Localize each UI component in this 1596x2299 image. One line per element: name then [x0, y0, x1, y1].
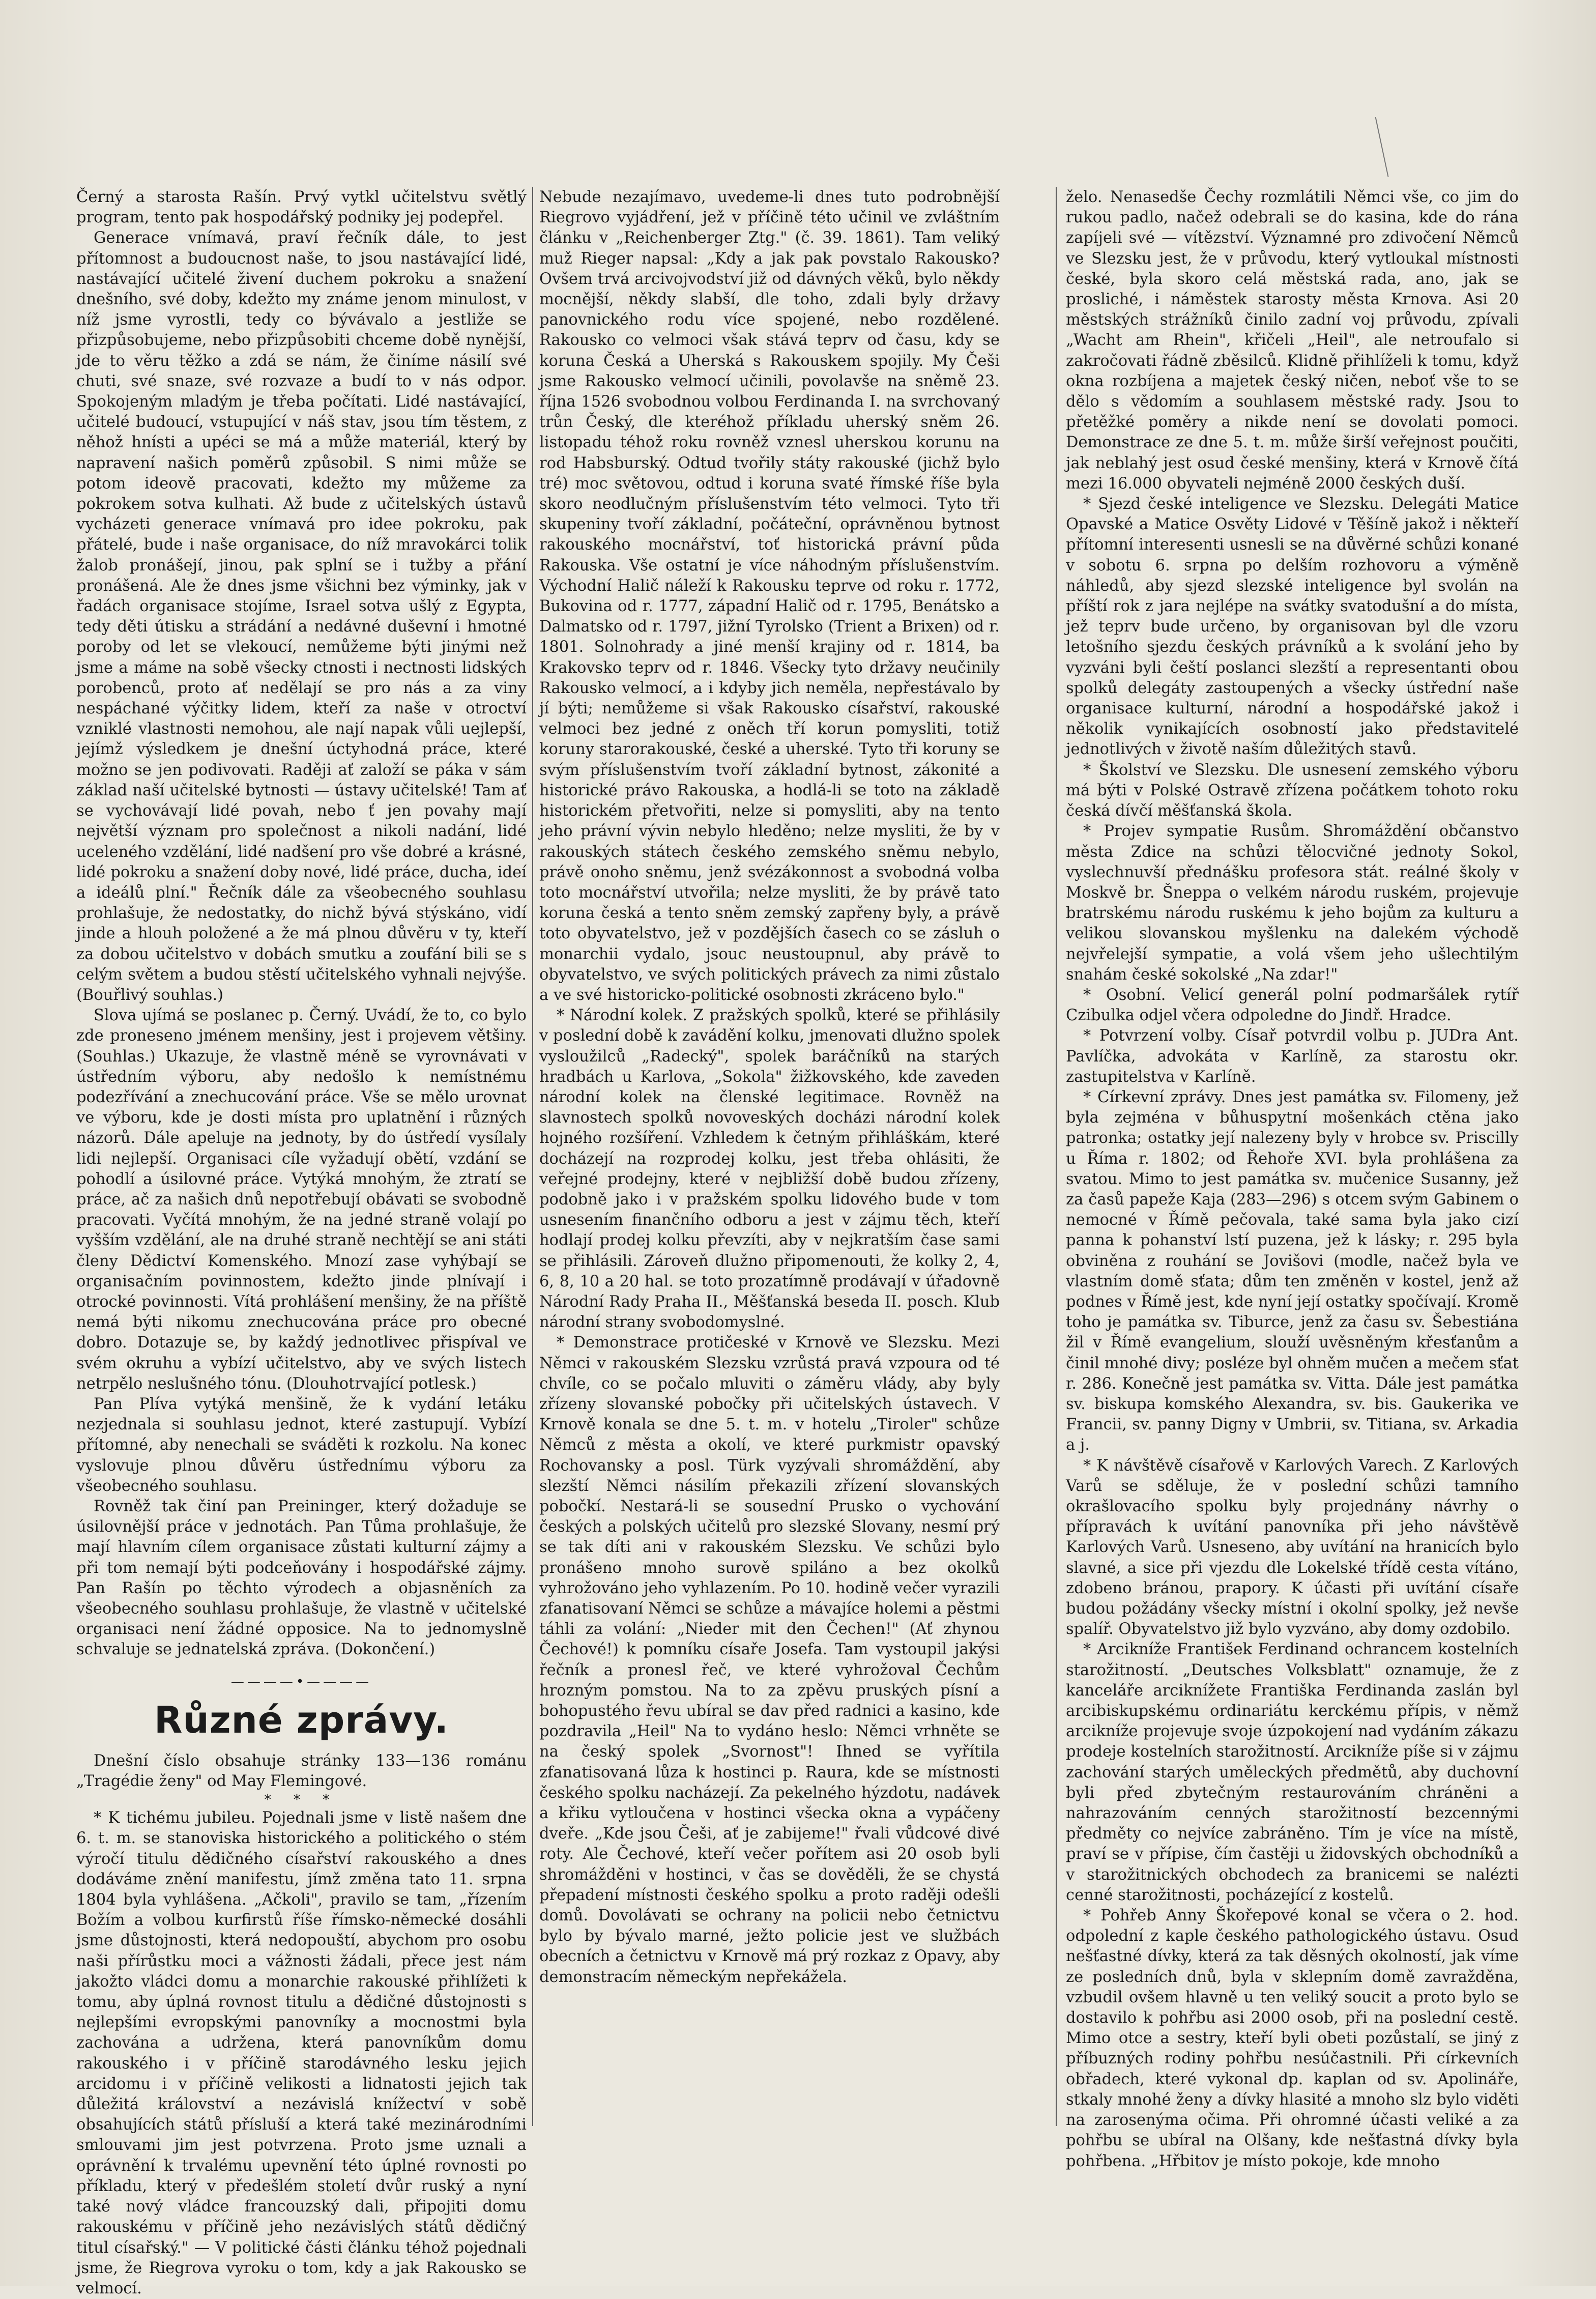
column-left	[76, 187, 527, 2297]
column-right	[1066, 187, 1519, 2170]
col3-paragraph-5: * Osobní. Velicí generál polní podmaršálek rytíř Czibulka odjel včera odpoledne do Jindř. Hradce.	[1066, 986, 1519, 1025]
col3-paragraph-4: * Projev sympatie Rusům. Shromáždění občanstvo města Zdice na schůzi tělocvičné jednoty Sokol, vyslechnuvší přednášku profesora stát. reálné školy v Moskvě br. Šneppa o velkém národu ruském, projevuje bratrskému národu ruskému k jeho bojům za kulturu a velikou slovanskou myšlenku na dalekém východě nejvřelejší sympatie, a volá všem jeho ušlechtilým snahám české sokolské „Na zdar!"	[1066, 822, 1519, 984]
asterism-divider: * * *	[264, 1792, 339, 1808]
section-title: Různé zprávy.	[154, 1698, 449, 1741]
column-rule-right	[1056, 187, 1057, 2126]
col3-paragraph-2: * Sjezd české inteligence ve Slezsku. Delegáti Matice Opavské a Matice Osvěty Lidové v Těšíně jakož i někteří přítomní interesenti usnesli se na důvěrné schůzi konané v sobotu 6. srpna po delším rozhovoru a výměně náhledů, aby sjezd slezské inteligence byl svolán na příští rok z jara nejlépe na svátky svatodušní a do místa, jež teprv bude určeno, by organisovan byl dle vzoru letošního sjezdu českých právníků a k svolání jeho by vyzváni byli čeští poslanci slezští a representanti obou spolků delegáty zastoupených a všecky ústřední naše organisace kulturní, národní a hospodářské jakož i několik vynikajících osobností jako představitelé jednotlivých v životě naším důležitých stavů.	[1066, 495, 1519, 759]
col1-paragraph-6: Dnešní číslo obsahuje stránky 133—136 románu „Tragédie ženy" od May Flemingové.	[76, 1751, 527, 1791]
col1-paragraph-4: Pan Plíva vytýká menšině, že k vydání letáku nezjednala si souhlasu jednot, které zastupují. Vybízí přítomné, aby nenechali se sváděti k rozkolu. Na konec vyslovuje plnou důvěru ústřednímu výboru za všeobecného souhlasu.	[76, 1395, 527, 1495]
col3-paragraph-9: * Arcikníže František Ferdinand ochrancem kostelních starožitností. „Deutsches Volksblatt" oznamuje, že z kanceláře arciknížete Františka Ferdinanda zaslán byl arcibiskupskému ordinariátu kerckému přípis, v němž arcikníže projevuje svoje úzpokojení nad vydáním zákazu prodeje kostelních starožitností. Arcikníže píše si v zájmu zachování starých uměleckých předmětů, aby duchovní byli před zbytečným restaurováním chráněni a nahrazováním cenných starožitností bezcennými předměty co nejvíce zabráněno. Tím je více na místě, praví se v přípise, čím častěji u židovských obchodníků a v starožitnických obchodech za branicemi se nalézti cenné starožitnosti, pocházející z kostelů.	[1066, 1641, 1519, 1904]
col1-paragraph-5: Rovněž tak činí pan Preininger, který dožaduje se úsilovnější práce v jednotách. Pan Tůma prohlašuje, že mají hlavním cílem organisace zůstati kulturní zájmy a při tom nemají býti podceňovány i hospodářské zájmy. Pan Rašín po těchto výrodech a objasněních za všeobecného souhlasu prohlašuje, že vlastně v učitelské organisaci není žádné opposice. Na to jednomyslně schvaluje se jednatelská zpráva. (Dokončení.)	[76, 1498, 527, 1659]
col2-paragraph-2: * Národní kolek. Z pražských spolků, které se přihlásily v poslední době k zavádění kolku, jmenovati dlužno spolek vysloužilců „Radecký", spolek baráčníků na starých hradbách u Karlova, „Sokola" žižkovského, kde zaveden národní kolek na členské legitimace. Rovněž na slavnostech spolků novoveských docházi národní kolek hojného rozšíření. Vzhledem k četným přihláškám, které docházejí na rozprodej kolku, jest třeba ohlásiti, že veřejné prodejny, které v nejbližší době budou zřízeny, podobně jako i v pražském spolku lidového bude v tom usnesením finančního odboru a jest v zájmu těch, kteří hodlají prodej kolku převzíti, aby v nejkratším čase sami se přihlásili. Zároveň dlužno připomenouti, že kolky 2, 4, 6, 8, 10 a 20 hal. se toto prozatímně prodávají v úřadovně Národní Rady Praha II., Měšťanská beseda II. posch. Klub národní strany svobodomyslné.	[539, 1007, 1000, 1332]
section-divider: ————•————	[230, 1674, 372, 1689]
col2-paragraph-3: * Demonstrace protičeské v Krnově ve Slezsku. Mezi Němci v rakouském Slezsku vzrůstá pravá vzpoura od té chvíle, co se počalo mluviti o záměru vlády, aby byly zřízeny slovanské pobočky při učitelských ústavech. V Krnově konala se dne 5. t. m. v hotelu „Tiroler" schůze Němců z města a okolí, ve které purkmistr opavský Rochovansky a posl. Türk vyzývali shromáždění, aby slezští Němci násilím překazili zřízení slovanských pobočkí. Nestará-li se sousední Prusko o vychování českých a polských učitelů pro slezské Slovany, nesmí prý se tak díti ani v rakouském Slezsku. Ve schůzi bylo pronášeno mnoho surově spiláno a bez okolků vyhrožováno jeho vyhlazením. Po 10. hodině večer vyrazili zfanatisovaní Němci se schůze a mávajíce holemi a pěstmi táhli za volání: „Nieder mit den Čechen!" (Ať zhynou Čechové!) k pomníku císaře Josefa. Tam vystoupil jakýsi řečník a pronesl řeč, ve které vyhrožoval Čechům hrozným pomstou. Na to za zpěvu pruských písní a bohopustého řevu ubíral se dav před radnici a kasino, kde pozdravila „Heil" Na to vydáno heslo: Němci vrhněte se na český spolek „Svornost"! Ihned se vyřítila zfanatisovaná lůza k hostinci p. Raura, kde se místnosti českého spolku nacházejí. Za pekelného hýzdotu, nadávek a křiku vytloučena v hostinci všecka okna a vypáčeny dveře. „Kde jsou Češi, ať je zabijeme!" řvali vůdcové divé roty. Ale Čechové, kteří večer pořítem asi 20 osob byli shromážděni v hostinci, v čas se dověděli, že se chystá přepadení místnosti českého spolku a proto raději odešli domů. Dovolávati se ochrany na policii nebo četnictvu bylo by bývalo marné, ježto policie jest ve službách obecních a četnictvu v Krnově má prý rozkaz z Opavy, aby demonstracím německým nepřekážela.	[539, 1334, 1000, 1986]
col3-paragraph-7: * Církevní zprávy. Dnes jest památka sv. Filomeny, jež byla zejména v bůhuspytní mošenkách ctěna jako patronka; ostatky její nalezeny byly v hrobce sv. Priscilly u Říma r. 1802; od Řehoře XVI. byla prohlášena za svatou. Mimo to jest památka sv. mučenice Susanny, jež za časů papeže Kaja (283—296) s otcem svým Gabinem o nemocné v Římě pečovala, také sama byla jako cizí panna k pohanství lstí puzena, jež k lásky; r. 295 byla obviněna z rouhání se Jovišovi (modle, načež byla ve vlastním domě sťata; dům ten změněn v kostel, jenž až podnes v Římě jest, kde nyní její ostatky spočívají. Kromě toho je památka sv. Tiburce, jenž za času sv. Šebestiána žil v Římě evangelium, slouží uvěsněným křesťanům a činil mnohé divy; posléze byl ohněm mučen a mečem sťat r. 286. Konečně jest památka sv. Vitta. Dále jest památka sv. biskupa komského Alexandra, sv. bis. Gaukerika ve Francii, sv. panny Digny v Umbrii, sv. Titiana, sv. Arkadia a j.	[1066, 1088, 1519, 1454]
col1-paragraph-1: Černý a starosta Rašín. Prvý vytkl učitelstvu světlý program, tento pak hospodářský podniky jej podepřel.	[76, 188, 527, 227]
col2-paragraph-1: Nebude nezajímavo, uvedeme-li dnes tuto podrobnější Riegrovo vyjádření, jež v příčině této učinil ve zvláštním článku v „Reichenberger Ztg." (č. 39. 1861). Tam veliký muž Rieger napsal: „Kdy a jak pak povstalo Rakousko? Ovšem trvá arcivojvodství již od dávných věků, bylo někdy mocnější, někdy slabší, dle toho, zdali byly državy panovnického rodu více spojené, nebo rozdělené. Rakousko co velmoci však stává teprv od času, kdy se koruna Česká a Uherská s Rakouskem spojily. My Češi jsme Rakousko velmocí učinili, povolavše na sněmě 23. října 1526 svobodnou volbou Ferdinanda I. na svrchovaný trůn Český, dle kteréhož příkladu uherský sněm 26. listopadu téhož roku rovněž vznesl uherskou korunu na rod Habsburský. Odtud tvořily státy rakouské (jichž bylo tré) moc světovou, odtud i koruna svaté římské říše byla skoro neodlučným příslušenstvím této velmoci. Tyto tři skupeniny tvoří základní, počáteční, oprávněnou bytnost rakouského mocnářství, toť historická právní půda Rakouska. Vše ostatní je více náhodným příslušenstvím. Východní Halič náleží k Rakousku teprve od roku r. 1772, Bukovina od r. 1777, západní Halič od r. 1795, Benátsko a Dalmatsko od r. 1797, jižní Tyrolsko (Trient a Brixen) od r. 1801. Solnohrady a jiné menší krajiny od r. 1814, ba Krakovsko teprv od r. 1846. Všecky tyto državy neučinily Rakousko velmocí, a i kdyby jich neměla, nepřestávalo by jí býti; nemůžeme si však Rakousko císařství, rakouské velmoci bez jedné z oněch tří korun pomysliti, totiž koruny starorakouské, české a uherské. Tyto tři koruny se svým příslušenstvím tvoří základní bytnost, zákonité a historické právo Rakouska, a hodlá-li se toto na základě historickém přetvořiti, nelze si pomysliti, aby na tento jeho právní vývin nebylo hleděno; nelze mysliti, že by v rakouských státech českého zemského sněmu nebylo, právě onoho sněmu, jenž svézákonnost a svobodná volba toto mocnářství utvořila; nelze mysliti, že by právě tato koruna česká a tento sněm zemský zapřeny byly, a právě toto obyvatelstvo, jež v pozdějších časech co se zásluh o monarchii vydalo, jsouc neustoupnul, aby právě to obyvatelstvo, ve svých politických právech za nimi zůstalo a ve své historicko-politické osobnosti zkráceno bylo."	[539, 188, 1000, 1004]
col3-paragraph-1: želo. Nenasedše Čechy rozmlátili Němci vše, co jim do rukou padlo, načež odebrali se do kasina, kde do rána zapíjeli své — vítězství. Významné pro zdivočení Němců ve Slezsku jest, že v průvodu, který vytloukal místnosti české, byla skoro celá městská rada, ano, jak se prosliché, i náměstek starosty města Krnova. Asi 20 městských strážníků činilo zadní voj průvodu, zpívali „Wacht am Rhein", křičeli „Heil", ale netroufalo si zakročovati řádně zběsilců. Klidně přihlíželi k tomu, když okna rozbíjena a majetek český ničen, neboť vše to se dělo s vědomím a souhlasem městské rady. Jsou to přetěžké poměry a nikde není se dovolati pomoci. Demonstrace ze dne 5. t. m. může širší veřejnost poučiti, jak neblahý jest osud české menšiny, která v Krnově čítá mezi 16.000 obyvateli nejméně 2000 českých duší.	[1066, 188, 1519, 493]
col1-paragraph-7: * K tichému jubileu. Pojednali jsme v listě našem dne 6. t. m. se stanoviska historického a politického o stém výročí titulu dědičného císařství rakouského a dnes dodáváme znění manifestu, jímž změna tato 11. srpna 1804 byla vyhlášena. „Ačkoli", pravilo se tam, „řízením Božím a volbou kurfirstů říše římsko-německé dosáhli jsme důstojnosti, která nedopouští, abychom pro osobu naši přírůstku moci a vážnosti žádali, přece jest nám jakožto vládci domu a monarchie rakouské přihlížeti k tomu, aby úplná rovnost titulu a dědičné důstojnosti s nejlepšími evropskými panovníky a mocnostmi byla zachována a udržena, která panovníkům domu rakouského i v příčině starodávného lesku jejich arcidomu i v příčině velikosti a lidnatosti jejich tak důležitá království a nezávislá knížectví v sobě obsahujících států přísluší a která také mezinárodními smlouvami jim jest potvrzena. Proto jsme uznali a oprávnění k trvalému upevnění této úplné rovnosti po příkladu, který v předešlém století dvůr ruský a nyní také nový vládce francouzský dali, připojiti domu rakouskému v příčině jeho nezávislých států dědičný titul císařský." — V politické části článku téhož pojednali jsme, že Riegrova vyroku o tom, kdy a jak Rakousko se velmocí.	[76, 1809, 527, 2297]
col3-paragraph-8: * K návštěvě císařově v Karlových Varech. Z Karlových Varů se sděluje, že v poslední schůzi tamního okrašlovacího spolku byly projednány návrhy o přípravách k uvítání panovníka při jeho návštěvě Karlových Varů. Usneseno, aby uvítání na hranicích bylo slavné, a sice při vjezdu dle Lokelské třídě cesta vítáno, zdobeno bránou, prapory. K účasti při uvítání císaře budou požádány všecky místní i okolní spolky, jež nevše spalíř. Obyvatelstvo již bylo vyzváno, aby domy ozdobilo.	[1066, 1456, 1519, 1639]
col3-paragraph-6: * Potvrzení volby. Císař potvrdil volbu p. JUDra Ant. Pavlíčka, advokáta v Karlíně, za starostu okr. zastupitelstva v Karlíně.	[1066, 1027, 1519, 1086]
column-rule-left	[532, 187, 533, 2126]
col1-paragraph-3: Slova ujímá se poslanec p. Černý. Uvádí, že to, co bylo zde proneseno jménem menšiny, jest i projevem většiny. (Souhlas.) Ukazuje, že vlastně méně se vyrovnávati v ústředním výboru, aby nedošlo k nemístnému podezřívání a znechucování práce. Vše se mělo urovnat ve výboru, kde je dosti místa pro uplatnění i různých názorů. Dále apeluje na jednoty, by do ústředí vysílaly lidi nejlepší. Organisaci cíle vyžadují obětí, vzdání se pohodlí a úsilovné práce. Vytýká mnohým, že ztratí se práce, ač za našich dnů nepotřebují obávati se svobodně pracovati. Vyčítá mnohým, že na jedné straně volají po vyšším vzdělání, ale na druhé straně nechtějí se ani státi členy Dědictví Komenského. Mnozí zase vyhýbají se organisačním povinnostem, kdežto jinde plnívají i otrocké povinnosti. Vítá prohlášení menšiny, že na příště nemá býti nikomu znechucována práce pro obecné dobro. Dotazuje se, by každý jednotlivec přispíval ve svém okruhu a vybízí učitelstvo, aby ve svých listech netrpělo neslušného tónu. (Dlouhotrvající potlesk.)	[76, 1007, 527, 1393]
col3-paragraph-10: * Pohřeb Anny Škořepové konal se včera o 2. hod. odpolední z kaple českého pathologického ústavu. Osud nešťastné dívky, která za tak děsných okolností, jak víme ze posledních dnů, byla v sklepním domě zavražděna, vzbudil ovšem hlavně u ten veliký soucit a proto bylo se dostavilo k pohřbu asi 2000 osob, při na poslední cestě. Mimo otce a sestry, kteří byli obeti pozůstalí, se jiný z příbuzných rodiny pohřbu nesúčastnili. Při církevních obřadech, které vykonal dp. kaplan od sv. Apolináře, stkaly mnohé ženy a dívky hlasité a mnoho slz bylo viděti na zarosenýma očima. Při ohromné účasti veliké a za pohřbu se ubíral na Olšany, kde nešťastná dívky byla pohřbena. „Hřbitov je místo pokoje, kde mnoho	[1066, 1907, 1519, 2170]
col3-paragraph-3: * Školství ve Slezsku. Dle usnesení zemského výboru má býti v Polské Ostravě zřízena počátkem tohoto roku česká dívčí měšťanská škola.	[1066, 761, 1519, 820]
column-middle	[539, 187, 1000, 2126]
col1-paragraph-2: Generace vnímavá, praví řečník dále, to jest přítomnost a budoucnost naše, to jsou nastávající lidé, nastávající učitelé živení duchem pokroku a snažení dnešního, své doby, kdežto my známe jenom minulost, v níž jsme vyrostli, tedy co bývávalo a jestliže se přizpůsobujeme, nebo přizpůsobiti chceme době nynější, jde to věru těžko a zdá se nám, že činíme násilí své chuti, své snaze, své rozvaze a budí to v nás odpor. Spokojeným mladým je třeba počítati. Lidé nastávající, učitelé budoucí, vstupující v náš stav, jsou tím těstem, z něhož hnísti a upéci se má a může materiál, který by napravení našich poměrů způsobil. S nimi může se potom ideově pracovati, kdežto my můžeme za pokrokem sotva kulhati. Až bude z učitelských ústavů vycházeti generace vnímavá pro idee pokroku, pak přátelé, bude i naše organisace, do níž mravokárci tolik žalob pronášejí, jinou, pak splní se i tužby a přání pronášená. Ale že dnes jsme všichni bez výminky, jak v řadách organisace stojíme, Israel sotva ušlý z Egypta, tedy děti útisku a strádání a nedávné duševní i hmotné poroby od let se vlekoucí, nemůžeme býti jinými než jsme a máme na sobě všecky ctnosti i nectnosti lidských porobenců, proto ať nedělají se pro nás a za viny nespáchané výčitky lidem, kteří za naše v otroctví vzniklé vlastnosti nemohou, ale nají napak vůli uejlepší, jejímž výsledkem je dnešní úctyhodná práce, které možno se jen podivovati. Raději ať založí se páka v sám základ naší učitelské bytnosti — ústavy učitelské! Tam ať se vychovávají lidé povah, nebo ť jen povahy mají největší význam pro společnost a nikoli nadání, lidé uceleného vzdělání, lidé nadšení pro vše dobré a krásné, lidé pokroku a snažení doby nové, lidé práce, ducha, ideí a ideálů plní." Řečník dále za všeobecného souhlasu prohlašuje, že nedostatky, do nichž bývá stýskáno, vidí jinde a hlouh položené a že má plnou důvěru v ty, kteří za dobou učitelstvo v dobách smutku a zoufání bili se s celým světem a budou stěstí učitelského vyhnali nejvýše. (Bouřlivý souhlas.)	[76, 229, 527, 1004]
